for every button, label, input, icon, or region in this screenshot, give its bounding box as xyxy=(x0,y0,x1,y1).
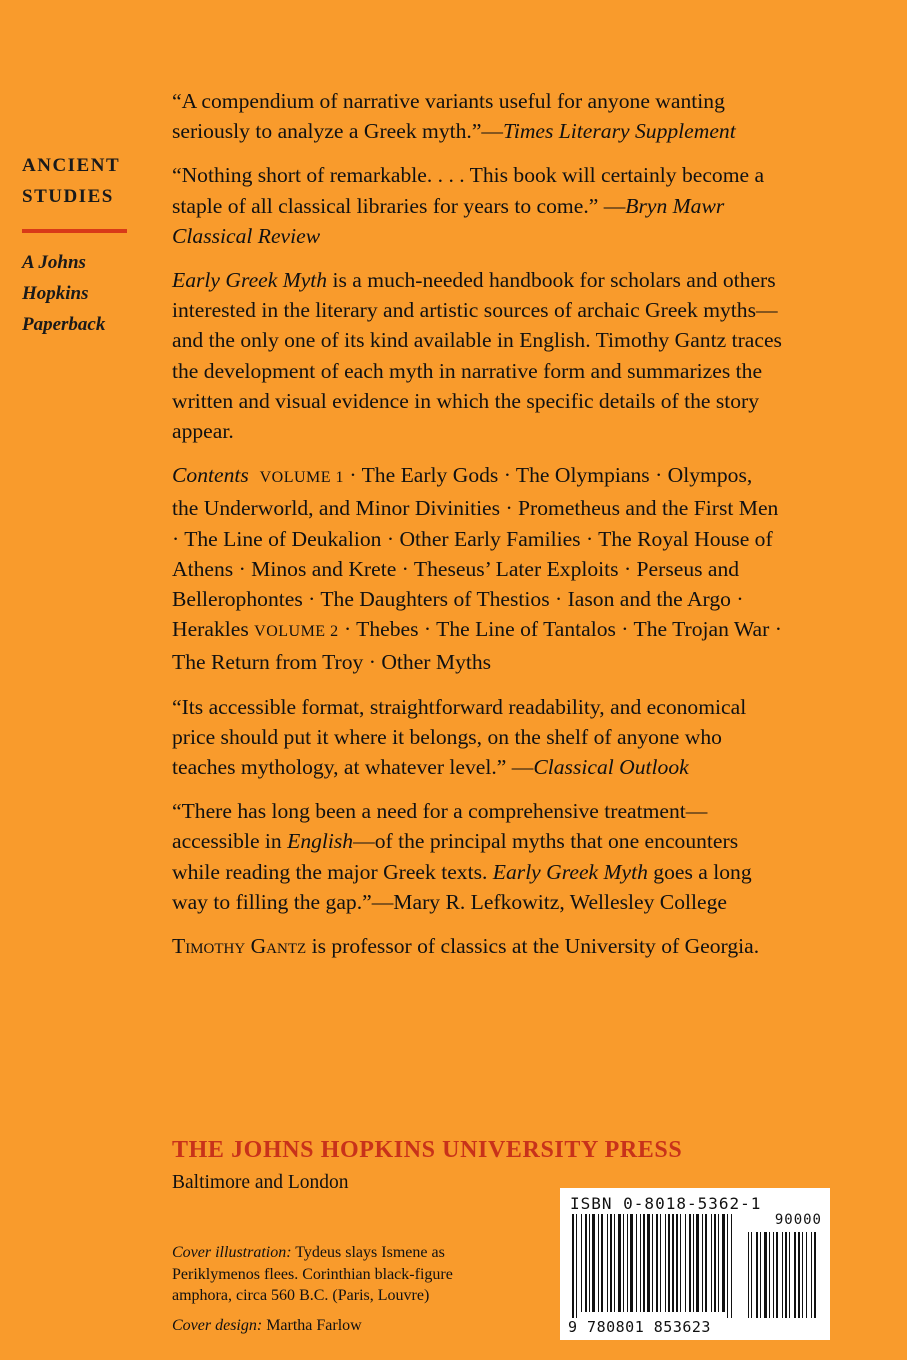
barcode-bar xyxy=(640,1214,641,1312)
barcode-addon-bar xyxy=(751,1232,752,1318)
barcode-addon-bar xyxy=(789,1232,790,1318)
barcode-bar xyxy=(614,1214,615,1312)
review-classical-outlook: “Its accessible format, straightforward readability, and economical price should put it where it belongs, on the shelf of anyone who teaches mythology, at whatever level.” —Classical Outlook xyxy=(172,694,747,780)
barcode-bar xyxy=(601,1214,603,1312)
review-source: Times Literary Supplement xyxy=(503,119,736,144)
barcode-bar xyxy=(693,1214,694,1312)
table-of-contents: Contents VOLUME 1 · The Early Gods · The Olympians · Olympos, the Underworld, and Minor Divinities · Prometheus and the First Men · The Line of Deukalion · Other Early Families · The Royal House of Athens · Minos and Krete · Theseus’ Later Exploits · Perseus and Bellerophontes · The Daughters of Thestios · Iason and the Argo · Herakles VOLUME 2 · Thebes · The Line of Tantalos · The Trojan War · The Return from Troy · Other Myths xyxy=(172,463,782,675)
author-name: Timothy Gantz xyxy=(172,934,307,959)
review-source: Bryn Mawr Classical Review xyxy=(172,193,725,248)
review-bmcr: “Nothing short of remarkable. . . . This book will certainly become a staple of all classical libraries for years to come.” —Bryn Mawr Classical Review xyxy=(172,163,765,248)
barcode-bar xyxy=(572,1214,574,1318)
barcode-bar xyxy=(647,1214,650,1312)
barcode-bar xyxy=(585,1214,587,1312)
main-text xyxy=(172,86,782,975)
ean-number: 9 780801 853623 xyxy=(568,1318,711,1336)
barcode-bar xyxy=(652,1214,653,1312)
isbn-barcode xyxy=(560,1188,830,1340)
series-label: ANCIENT STUDIES xyxy=(22,155,121,207)
barcode-bar xyxy=(722,1214,725,1312)
barcode-bar xyxy=(702,1214,703,1312)
barcode-bar xyxy=(623,1214,624,1312)
author-bio: Timothy Gantz is professor of classics at the University of Georgia. xyxy=(172,934,760,959)
barcode-bar xyxy=(627,1214,628,1312)
barcode-addon-bar xyxy=(776,1232,778,1318)
barcode-bar xyxy=(636,1214,637,1312)
barcode-bar xyxy=(718,1214,719,1312)
price-addon-text: 90000 xyxy=(774,1212,822,1228)
barcode-bar xyxy=(592,1214,595,1312)
review-lefkowitz: “There has long been a need for a comprehensive treatment—accessible in English—of the principal myths that one encounters while reading the major Greek texts. Early Greek Myth goes a long way to filling the gap.”—Mary R. Lefkowitz, Wellesley College xyxy=(172,799,752,914)
barcode-bar xyxy=(685,1214,686,1312)
book-description: Early Greek Myth is a much-needed handbook for scholars and others interested in the literary and artistic sources of archaic Greek myths—and the only one of its kind available in English. Timothy Gantz traces the development of each myth in narrative form and summarizes the written and visual evidence in which the specific details of the story appear. xyxy=(172,268,782,444)
barcode-bar xyxy=(581,1214,582,1312)
barcode-addon-bar xyxy=(760,1232,761,1318)
barcode-addon-bar xyxy=(785,1232,787,1318)
barcode-bar xyxy=(731,1214,732,1318)
barcode-bar xyxy=(676,1214,678,1312)
barcode-bar xyxy=(711,1214,712,1312)
barcode-addon-bar xyxy=(794,1232,796,1318)
volume-label: VOLUME 2 xyxy=(254,623,339,641)
barcode-addon-bar xyxy=(802,1232,803,1318)
barcode-bar xyxy=(598,1214,599,1312)
barcode-addon-bar xyxy=(748,1232,749,1318)
barcode-bar xyxy=(696,1214,699,1312)
barcode-bar xyxy=(727,1214,728,1318)
barcode-bar xyxy=(576,1214,577,1318)
isbn-text: ISBN 0-8018-5362-1 xyxy=(570,1194,762,1213)
barcode-bar xyxy=(660,1214,661,1312)
barcode-bar xyxy=(705,1214,707,1312)
barcode-addon-bar xyxy=(806,1232,807,1318)
barcode-bar xyxy=(610,1214,612,1312)
barcode-bar xyxy=(643,1214,645,1312)
barcode-addon-bar xyxy=(811,1232,812,1318)
review-tls: “A compendium of narrative variants useful for anyone wanting seriously to analyze a Greek myth.”—Times Literary Supplement xyxy=(172,89,736,144)
barcode-bar xyxy=(656,1214,658,1312)
volume-label: VOLUME 1 xyxy=(259,469,345,487)
barcode-addon-bar xyxy=(782,1232,783,1318)
barcode-addon-bar xyxy=(798,1232,800,1318)
cover-design-credit: Cover design: Martha Farlow xyxy=(172,1316,362,1334)
cover-illustration-credit: Cover illustration: Tydeus slays Ismene as Periklymenos flees. Corinthian black-figure amphora, circa 560 B.C. (Paris, Louvre) xyxy=(172,1244,453,1304)
barcode-addon-bar xyxy=(764,1232,767,1318)
barcode-bar xyxy=(668,1214,670,1312)
sidebar-rule xyxy=(22,229,127,233)
barcode-bar xyxy=(589,1214,590,1312)
barcode-bars-icon xyxy=(566,1214,824,1318)
barcode-bar xyxy=(630,1214,633,1312)
cover-credits xyxy=(172,1242,512,1336)
barcode-addon-bar xyxy=(814,1232,816,1318)
barcode-addon-bar xyxy=(756,1232,758,1318)
barcode-bar xyxy=(680,1214,681,1312)
barcode-bar xyxy=(607,1214,608,1312)
barcode-bar xyxy=(665,1214,666,1312)
barcode-addon-bar xyxy=(769,1232,770,1318)
barcode-bar xyxy=(672,1214,674,1312)
barcode-bar xyxy=(689,1214,691,1312)
barcode-bar xyxy=(618,1214,621,1312)
publisher-city: Baltimore and London xyxy=(172,1172,349,1193)
book-title: Early Greek Myth xyxy=(172,268,328,293)
barcode-bar xyxy=(714,1214,716,1312)
sidebar xyxy=(22,150,132,340)
barcode-addon-bar xyxy=(773,1232,774,1318)
jhp-paperback-label: A Johns Hopkins Paperback xyxy=(22,252,106,335)
review-source: Classical Outlook xyxy=(533,755,689,780)
publisher-name: THE JOHNS HOPKINS UNIVERSITY PRESS xyxy=(172,1137,683,1163)
